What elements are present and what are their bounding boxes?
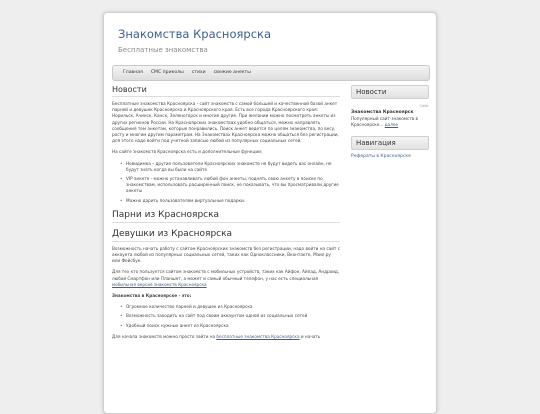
sidebar-news-date: Сейт	[419, 103, 429, 108]
girls-paragraph-2	[112, 269, 340, 288]
site-description: Бесплатные знакомства	[118, 46, 208, 54]
outro-text-end: и начать	[300, 333, 321, 339]
mobile-version-link[interactable]: мобильная версия знакомств Красноярска	[112, 281, 207, 287]
news-heading: Новости	[112, 85, 340, 97]
mobile-text: Для тех кто пользуется сайтом знакомств с мобильных устройств, таких как Айфон, Айпад, Андроид, любой Смартфон или Планшет, а может и самый обычный телефон, у нас есть специальная	[112, 269, 340, 281]
sidebar-news-item-title[interactable]: Знакомства Красноярск	[351, 110, 414, 115]
list-item: • Огромное количество парней и девушек из Красноярска	[120, 304, 340, 310]
benefits-heading: Знакомства в Красноярске - это:	[112, 293, 192, 299]
nav-item-sms[interactable]: СМС приколы	[150, 70, 184, 75]
sidebar-news-item-text	[351, 116, 429, 128]
sidebar-nav-link[interactable]: Рефераты в Красноярске	[351, 154, 411, 159]
list-item: • Удобный поиск нужных анкет из Красноярска	[120, 323, 340, 329]
outro-paragraph	[112, 334, 340, 340]
site-title[interactable]: Знакомства Красноярска	[118, 27, 272, 41]
sidebar-news-item-body: Популярный сайт знакомств в Красноярске...	[351, 116, 419, 127]
free-dating-link[interactable]: бесплатные знакомства Красноярска	[216, 333, 300, 339]
girls-heading: Девушки из Красноярска	[112, 229, 340, 242]
benefits-list	[112, 304, 340, 329]
list-item: • Невидимка – другие пользователи Красноярских знакомств не будут видеть вас онлайн, не будут знать когда вы были на сайте	[120, 161, 340, 173]
nav-item-home[interactable]: Главная	[123, 70, 143, 75]
sidebar-nav-box	[351, 136, 429, 159]
sidebar	[351, 85, 429, 167]
main-nav	[112, 65, 430, 81]
list-item: • Можно дарить пользователям виртуальные подарки.	[120, 198, 340, 204]
list-item: • Возможность заходить на сайт под своим аккаунтом одной из социальных сетей	[120, 313, 340, 319]
main-content	[112, 85, 340, 345]
intro-paragraph: Бесплатные знакомства Красноярска - сайт знакомств с самой большей и качественной базой анкет парней и девушек Красноярска и Красноярского края. Есть все города Красноярского края: Норильск, Ачинск, Канск, Зеленогорск и многие другие. При желании можно посмотреть анкеты из других регионов России. На Красноярских знакомствах удобно общаться, можно направлять сообщения тем анкетам, которые понравились. Поиск анкет ведется по целям знакомства, по весу, росту и многим другим параметрам. На Знакомствах Красноярска можно общаться без регистрации, для этого надо войти под учетной записью любой из популярных социальных сетей.	[112, 101, 339, 144]
nav-item-poems[interactable]: стихи	[191, 70, 206, 75]
extra-intro-paragraph: На сайте знакомств Красноярска есть и дополнительные функции:	[112, 149, 263, 155]
outro-text-start: Для начала знакомств можно просто зайти на	[112, 333, 216, 339]
page-container	[103, 12, 437, 414]
sidebar-nav-title: Навигация	[351, 136, 429, 150]
sidebar-news-title: Новости	[351, 85, 429, 99]
boys-heading: Парни из Красноярска	[112, 210, 340, 223]
girls-paragraph-1: Возможность начать работу с сайтом Красноярских знакомств без регистрации, надо войти на сайт с аккаунта любой из популярных социальных сетей, таких как Одноклассники, Вконтакте, Мэил.ру или Фейсбук.	[112, 245, 340, 264]
features-list	[112, 161, 340, 204]
site-header	[104, 13, 436, 65]
nav-item-jokes[interactable]: свежие анекты	[213, 70, 251, 75]
list-item: • VIP анкете - можно устанавливать любой фон анкеты, поднять свою анкету в поиске по знакомствам, использовать расширенный поиск, не показывать, что вы просматривали другие анкеты	[120, 176, 340, 195]
sidebar-news-more-link[interactable]: далее	[384, 122, 399, 127]
sidebar-news-box	[351, 85, 429, 128]
